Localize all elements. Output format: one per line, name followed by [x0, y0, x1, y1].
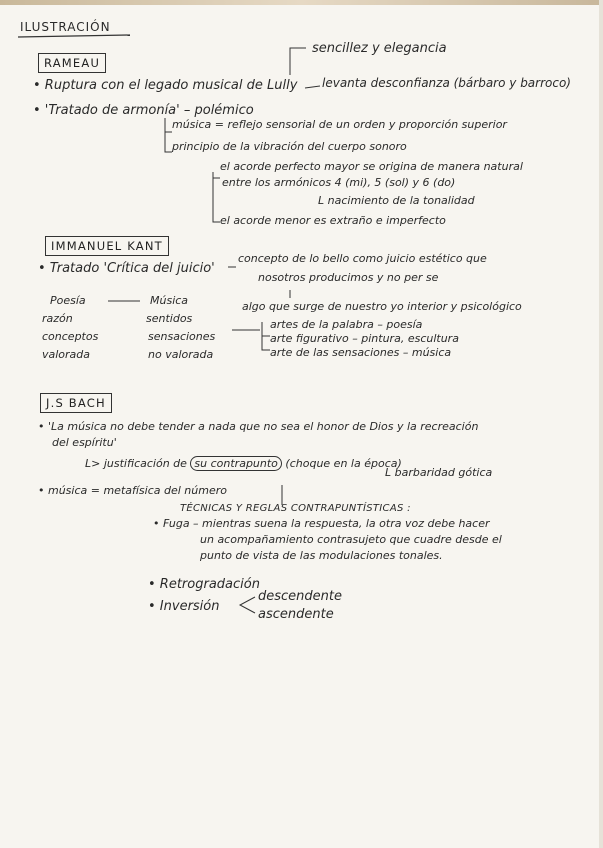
rameau-sub-4: entre los armónicos 4 (mi), 5 (sol) y 6 (do): [222, 176, 456, 189]
rameau-sub-1: música = reflejo sensorial de un orden y proporción superior: [172, 118, 507, 131]
rameau-sub-2: principio de la vibración del cuerpo sonoro: [172, 140, 407, 153]
rameau-line-1: • Ruptura con el legado musical de Lully: [33, 78, 298, 93]
bach-fuga-1: • Fuga – mientras suena la respuesta, la otra voz debe hacer: [153, 517, 490, 530]
bach-justificacion-suffix: (choque en la época): [285, 457, 402, 470]
kant-table-left-1: razón: [42, 312, 73, 325]
kant-table-left-0: Poesía: [50, 294, 86, 307]
kant-table-right-3: no valorada: [148, 348, 214, 361]
kant-concept-1: concepto de lo bello como juicio estético que: [238, 252, 487, 265]
kant-table-left-2: conceptos: [42, 330, 99, 343]
kant-table-left-3: valorada: [42, 348, 91, 361]
bach-descendente: descendente: [258, 589, 342, 604]
bach-justificacion-prefix: L> justificación de: [85, 457, 187, 470]
bach-barbaridad: L barbaridad gótica: [385, 466, 493, 479]
rameau-sub-5: L nacimiento de la tonalidad: [318, 194, 475, 207]
bach-retrogradacion: • Retrogradación: [148, 577, 260, 592]
kant-concept-2: nosotros producimos y no per se: [258, 271, 439, 284]
page-right-edge: [599, 0, 603, 848]
bach-quote-1: • 'La música no debe tender a nada que no sea el honor de Dios y la recreación: [38, 420, 479, 433]
page-top-edge: [0, 0, 603, 5]
rameau-sub-6: el acorde menor es extraño e imperfecto: [220, 214, 446, 227]
rameau-heading: RAMEAU: [38, 53, 106, 73]
kant-arts-3: arte de las sensaciones – música: [270, 346, 452, 359]
kant-heading: IMMANUEL KANT: [45, 236, 169, 256]
rameau-note-sencillez: sencillez y elegancia: [312, 41, 447, 56]
kant-arts-1: artes de la palabra – poesía: [270, 318, 423, 331]
rameau-sub-3: el acorde perfecto mayor se origina de manera natural: [220, 160, 523, 173]
bach-fuga-2: un acompañamiento contrasujeto que cuadre desde el: [200, 533, 502, 546]
kant-table-right-0: Música: [150, 294, 189, 307]
kant-arts-2: arte figurativo – pintura, escultura: [270, 332, 459, 345]
kant-concept-3: algo que surge de nuestro yo interior y psicológico: [242, 300, 522, 313]
kant-table-right-2: sensaciones: [148, 330, 216, 343]
bach-ascendente: ascendente: [258, 607, 334, 622]
bach-fuga-3: punto de vista de las modulaciones tonales.: [200, 549, 443, 562]
bach-techniques-title: TÉCNICAS Y REGLAS CONTRAPUNTÍSTICAS :: [180, 503, 411, 514]
kant-table-right-1: sentidos: [146, 312, 193, 325]
rameau-line-1-tail: levanta desconfianza (bárbaro y barroco): [322, 76, 571, 90]
kant-line-1: • Tratado 'Crítica del juicio': [38, 261, 215, 276]
bach-justificacion: [85, 457, 402, 471]
bach-metafisica: • música = metafísica del número: [38, 484, 227, 497]
bach-contrapunto-circled: su contrapunto: [190, 456, 282, 471]
rameau-line-2: • 'Tratado de armonía' – polémico: [33, 103, 254, 118]
page-title: ILUSTRACIÓN: [20, 20, 111, 34]
bach-quote-2: del espíritu': [52, 436, 117, 449]
bach-heading: J.S BACH: [40, 393, 112, 413]
bach-inversion: • Inversión: [148, 599, 220, 614]
